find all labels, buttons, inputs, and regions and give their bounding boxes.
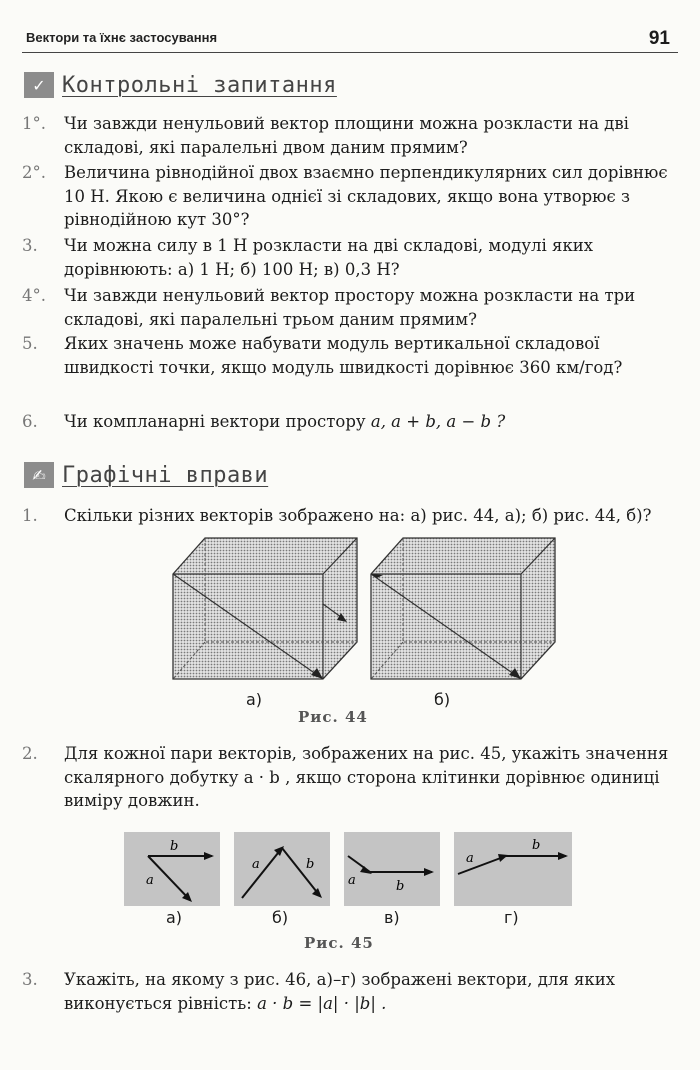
control-questions-heading <box>24 70 337 100</box>
graphic-exercises-heading <box>24 460 268 490</box>
question-text: Чи завжди ненульовий вектор площини можна розкласти на дві складові, які паралельні двом даним прямим? <box>64 114 629 157</box>
figure-44a-box <box>173 538 357 679</box>
figure-45b-label: б) <box>272 908 289 927</box>
exercise-2 <box>22 742 682 813</box>
question-6 <box>22 410 682 434</box>
question-text: Величина рівнодійної двох взаємно перпендикулярних сил дорівнює 10 Н. Якою є величина однієї зі складових, якщо вона утворює з рівнодійною кут 30°? <box>64 163 668 229</box>
figure-45d-label: г) <box>504 908 519 927</box>
question-number: 6. <box>22 412 38 431</box>
question-number: 1°. <box>22 114 46 133</box>
exercise-number: 3. <box>22 970 38 989</box>
figure-45a-label: а) <box>166 908 183 927</box>
question-text: Яких значень може набувати модуль вертикальної складової швидкості точки, якщо модуль швидкості дорівнює 360 км/год? <box>64 334 623 377</box>
figure-44b-label: б) <box>434 690 451 709</box>
exercise-text: Укажіть, на якому з рис. 46, а)–г) зображені вектори, для яких виконується рівність: <box>64 970 616 1013</box>
figure-44 <box>165 534 560 684</box>
page-number: 91 <box>648 28 670 49</box>
question-number: 3. <box>22 236 38 255</box>
figure-45b-grid <box>234 832 330 906</box>
vector-b-label: b <box>532 838 541 853</box>
question-text: Чи компланарні вектори простору <box>64 412 366 431</box>
question-text: Чи завжди ненульовий вектор простору можна розкласти на три складові, які паралельні трьом даним прямим? <box>64 286 636 329</box>
question-text: Чи можна силу в 1 Н розкласти на дві складові, модулі яких дорівнюють: а) 1 Н; б) 100 Н; в) 0,3 Н? <box>64 236 594 279</box>
figure-45-caption: Рис. 45 <box>304 934 374 952</box>
question-2 <box>22 161 682 232</box>
vector-a-label: a <box>466 851 474 866</box>
exercise-number: 2. <box>22 744 38 763</box>
section-title: Графічні вправи <box>62 462 269 488</box>
exercise-3 <box>22 968 682 1015</box>
figure-45c-label: в) <box>384 908 400 927</box>
vector-b-label: b <box>306 857 315 872</box>
figure-45d-grid <box>454 832 572 906</box>
vector-b-label: b <box>170 839 179 854</box>
vector-a-label: a <box>348 873 356 888</box>
figure-44b-box <box>371 538 555 679</box>
figure-45a-grid <box>124 832 220 906</box>
header-divider <box>22 52 678 53</box>
exercise-1 <box>22 504 682 528</box>
question-number: 5. <box>22 334 38 353</box>
figure-44a-label: а) <box>246 690 263 709</box>
running-header: Вектори та їхнє застосування <box>26 30 218 45</box>
question-number: 2°. <box>22 163 46 182</box>
vector-a-label: a <box>252 857 260 872</box>
figure-45c-grid <box>344 832 440 906</box>
exercise-text: Для кожної пари векторів, зображених на рис. 45, укажіть значення скалярного добутку a · b , якщо сторона клітинки дорівнює одиниці виміру довжин. <box>64 744 669 810</box>
exercise-number: 1. <box>22 506 38 525</box>
figure-44-caption: Рис. 44 <box>298 708 368 726</box>
check-icon: ✓ <box>24 72 54 98</box>
question-number: 4°. <box>22 286 46 305</box>
question-3 <box>22 234 682 281</box>
pencil-hand-icon: ✍ <box>24 462 54 488</box>
section-title: Контрольні запитання <box>62 72 337 98</box>
question-4 <box>22 284 682 331</box>
exercise-text: Скільки різних векторів зображено на: а) рис. 44, а); б) рис. 44, б)? <box>64 506 652 525</box>
vector-expression: a, a + b, a − b ? <box>370 412 506 431</box>
equality-expression: a · b = |a| · |b| . <box>257 993 387 1013</box>
vector-b-label: b <box>396 879 405 894</box>
vector-a-label: a <box>146 873 154 888</box>
question-1 <box>22 112 682 159</box>
question-5 <box>22 332 682 379</box>
